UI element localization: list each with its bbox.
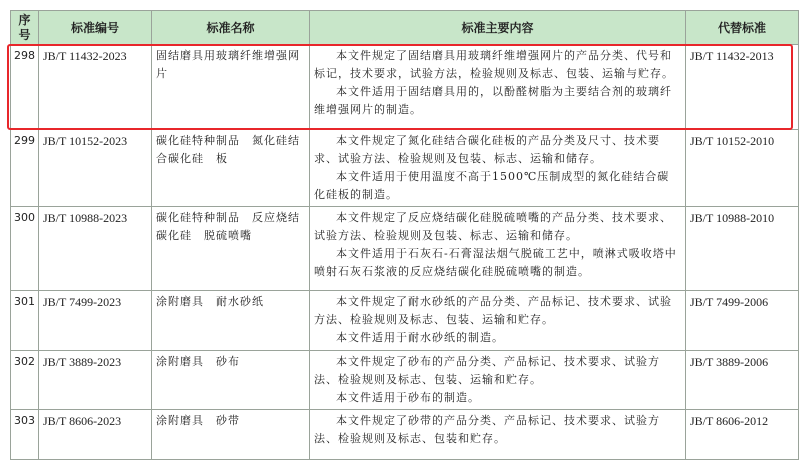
content-paragraph: 本文件规定了氮化硅结合碳化硅板的产品分类及尺寸、技术要求、试验方法、检验规则及包装、标志、运输和储存。	[314, 134, 660, 165]
row-replaces: JB/T 10152-2010	[686, 130, 799, 207]
table-header	[11, 11, 799, 45]
row-index: 302	[11, 351, 39, 410]
content-paragraph: 本文件适用于耐水砂纸的制造。	[336, 331, 504, 344]
row-content	[310, 45, 686, 130]
table-row	[11, 351, 799, 410]
table-row	[11, 291, 799, 351]
row-index: 299	[11, 130, 39, 207]
row-replaces: JB/T 3889-2006	[686, 351, 799, 410]
header-code: 标准编号	[39, 11, 152, 45]
row-code: JB/T 7499-2023	[39, 291, 152, 351]
content-paragraph: 本文件规定了反应烧结碳化硅脱硫喷嘴的产品分类、技术要求、试验方法、检验规则及包装、标志、运输和储存。	[314, 211, 672, 242]
row-replaces: JB/T 8606-2012	[686, 410, 799, 460]
table-row	[11, 207, 799, 291]
content-paragraph: 本文件适用于固结磨具用的，以酚醛树脂为主要结合剂的玻璃纤维增强网片的制造。	[314, 85, 672, 116]
row-content	[310, 351, 686, 410]
row-content	[310, 207, 686, 291]
row-name: 碳化硅特种制品 反应烧结碳化硅 脱硫喷嘴	[152, 207, 310, 291]
header-replaces: 代替标准	[686, 11, 799, 45]
table-row	[11, 130, 799, 207]
content-paragraph: 本文件适用于砂布的制造。	[336, 391, 480, 404]
row-index: 303	[11, 410, 39, 460]
row-name: 碳化硅特种制品 氮化硅结合碳化硅 板	[152, 130, 310, 207]
row-name: 涂附磨具 耐水砂纸	[152, 291, 310, 351]
content-paragraph: 本文件适用于石灰石-石膏湿法烟气脱硫工艺中，喷淋式吸收塔中喷射石灰石浆液的反应烧结碳化硅脱硫喷嘴的制造。	[314, 247, 677, 278]
row-name: 涂附磨具 砂布	[152, 351, 310, 410]
row-name: 涂附磨具 砂带	[152, 410, 310, 460]
standards-table	[10, 10, 799, 460]
content-paragraph: 本文件规定了砂带的产品分类、产品标记、技术要求、试验方法、检验规则及标志、包装和贮存。	[314, 414, 660, 445]
table-body	[11, 45, 799, 460]
row-content	[310, 130, 686, 207]
table-row	[11, 410, 799, 460]
content-paragraph: 本文件规定了砂布的产品分类、产品标记、技术要求、试验方法、检验规则及标志、包装、运输和贮存。	[314, 355, 660, 386]
row-index: 301	[11, 291, 39, 351]
content-paragraph: 本文件规定了耐水砂纸的产品分类、产品标记、技术要求、试验方法、检验规则及标志、包装、运输和贮存。	[314, 295, 672, 326]
row-replaces: JB/T 11432-2013	[686, 45, 799, 130]
row-code: JB/T 3889-2023	[39, 351, 152, 410]
row-code: JB/T 10988-2023	[39, 207, 152, 291]
row-content	[310, 410, 686, 460]
row-index: 298	[11, 45, 39, 130]
header-content: 标准主要内容	[310, 11, 686, 45]
row-code: JB/T 11432-2023	[39, 45, 152, 130]
row-index: 300	[11, 207, 39, 291]
table-row	[11, 45, 799, 130]
header-index: 序号	[11, 11, 39, 45]
content-paragraph: 本文件适用于使用温度不高于1500℃压制成型的氮化硅结合碳化硅板的制造。	[314, 170, 670, 201]
row-content	[310, 291, 686, 351]
row-replaces: JB/T 10988-2010	[686, 207, 799, 291]
row-replaces: JB/T 7499-2006	[686, 291, 799, 351]
row-code: JB/T 8606-2023	[39, 410, 152, 460]
content-paragraph: 本文件规定了固结磨具用玻璃纤维增强网片的产品分类、代号和标记，技术要求，试验方法，检验规则及标志、包装、运输与贮存。	[314, 49, 674, 80]
header-name: 标准名称	[152, 11, 310, 45]
row-code: JB/T 10152-2023	[39, 130, 152, 207]
row-name: 固结磨具用玻璃纤维增强网片	[152, 45, 310, 130]
